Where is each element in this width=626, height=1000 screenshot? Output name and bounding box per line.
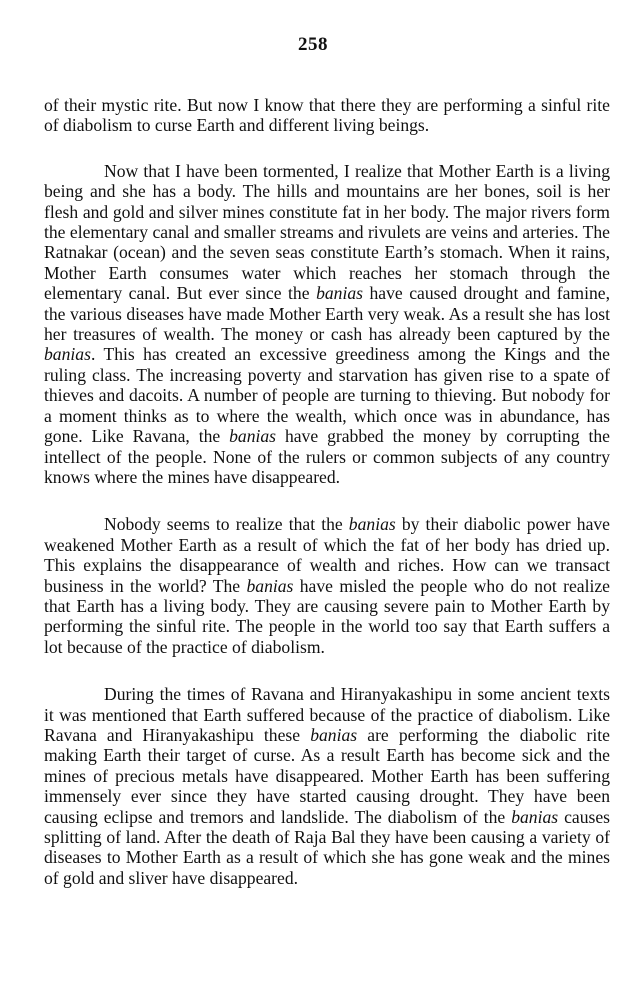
italic-term: banias xyxy=(310,724,358,745)
text-run: Now that I have been tormented, I realize that Mother Earth is a living being and she has a body. The hills and mountains are her bones, soil is her flesh and gold and silver mines constitute fat in her body. The major rivers form the elementary canal and smaller streams and rivulets are veins and arteries. The Ratnakar (ocean) and the seven seas constitute Earth’s stomach. When it rains, Mother Earth consumes water which reaches her stomach through the elementary canal. But ever since the xyxy=(44,160,610,304)
paragraph-4 xyxy=(44,684,610,888)
text-run: by their diabolic power have weakened Mother Earth as a result of which the fat of her body has dried up. This explains the disappearance of wealth and riches. How can we transact business in the world? The xyxy=(44,514,610,596)
body-text xyxy=(44,95,610,915)
italic-term: banias xyxy=(511,806,559,827)
text-run: have misled the people who do not realize that Earth has a living body. They are causing severe pain to Mother Earth by performing the sinful rite. The people in the world too say that Earth suffers a lot because of the practice of diabolism. xyxy=(44,575,610,657)
page-number: 258 xyxy=(298,34,328,55)
paragraph-1 xyxy=(44,95,610,136)
text-run: of their mystic rite. But now I know that there they are performing a sinful rite of diabolism to curse Earth and different living beings. xyxy=(44,95,610,136)
paragraph-3 xyxy=(44,514,610,657)
italic-term: banias xyxy=(316,283,363,304)
italic-term: banias xyxy=(246,575,294,596)
text-run: have grabbed the money by corrupting the intellect of the people. None of the rulers or common subjects of any country knows where the mines have disappeared. xyxy=(44,426,610,487)
italic-term: banias xyxy=(44,344,91,365)
text-run: have caused drought and famine, the various diseases have made Mother Earth very weak. As a result she has lost her treasures of wealth. The money or cash has already been captured by the xyxy=(44,283,611,345)
text-run: are performing the diabolic rite making Earth their target of curse. As a result Earth has become sick and the mines of precious metals have disappeared. Mother Earth has been suffering immensely ever since they have started causing drought. They have been causing eclipse and tremors and landslide. The diabolism of the xyxy=(44,724,610,827)
text-run: causes splitting of land. After the death of Raja Bal they have been causing a variety of diseases to Mother Earth as a result of which she has gone weak and the mines of gold and sliver have disappeared. xyxy=(44,806,610,888)
italic-term: banias xyxy=(229,426,277,447)
text-run: During the times of Ravana and Hiranyakashipu in some ancient texts it was mentioned that Earth suffered because of the practice of diabolism. Like Ravana and Hiranyakashipu these xyxy=(44,684,610,745)
italic-term: banias xyxy=(348,514,396,535)
text-run: Nobody seems to realize that the xyxy=(104,514,349,535)
text-run: . This has created an excessive greediness among the Kings and the ruling class. The increasing poverty and starvation has given rise to a spate of thieves and dacoits. A number of people are turning to thieving. But nobody for a moment thinks as to where the wealth, which once was in abundance, has gone. Like Ravana, the xyxy=(44,344,610,447)
paragraph-2 xyxy=(44,161,610,488)
